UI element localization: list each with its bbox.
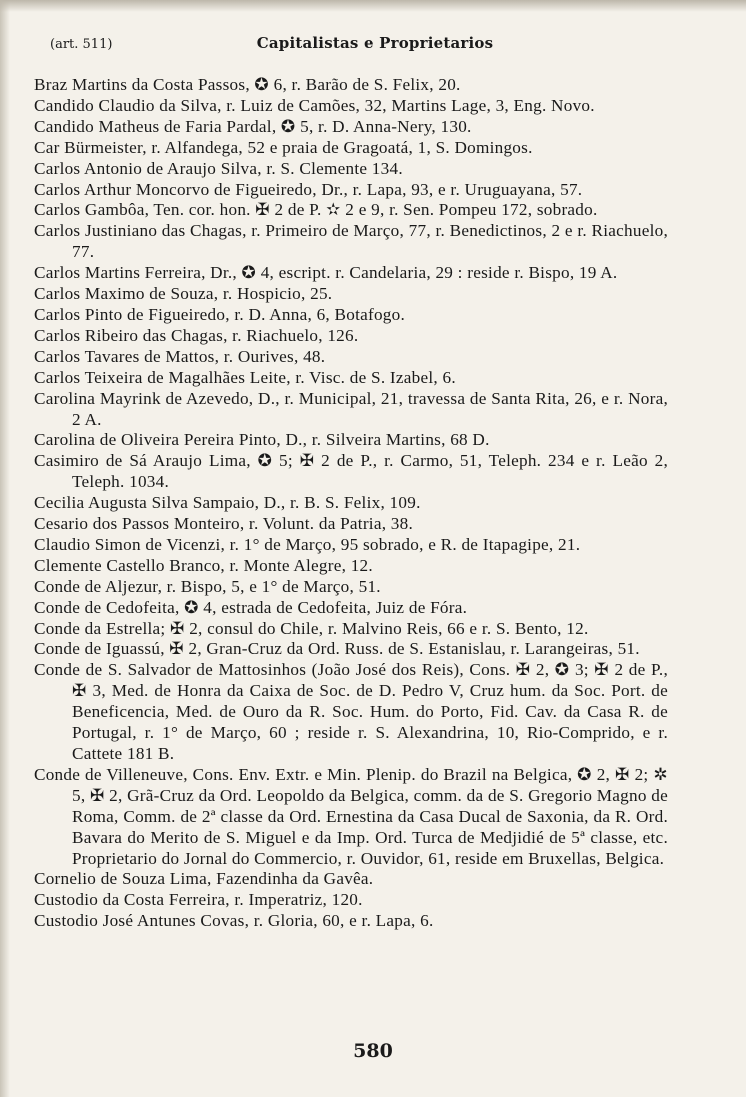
- list-item: Casimiro de Sá Araujo Lima, ✪ 5; ✠ 2 de P., r. Carmo, 51, Teleph. 234 e r. Leão 2, Teleph. 1034.: [34, 451, 668, 492]
- page-header: [30, 34, 720, 58]
- list-item: Cecilia Augusta Silva Sampaio, D., r. B. S. Felix, 109.: [34, 493, 421, 513]
- list-item: Carlos Ribeiro das Chagas, r. Riachuelo, 126.: [34, 325, 359, 345]
- list-item: Carlos Pinto de Figueiredo, r. D. Anna, 6, Botafogo.: [34, 304, 406, 324]
- list-item: Conde de Aljezur, r. Bispo, 5, e 1° de Março, 51.: [34, 576, 381, 596]
- list-item: Custodio José Antunes Covas, r. Gloria, 60, e r. Lapa, 6.: [34, 911, 434, 931]
- list-item: Carlos Maximo de Souza, r. Hospicio, 25.: [34, 284, 333, 304]
- list-item: Conde de Cedofeita, ✪ 4, estrada de Cedofeita, Juiz de Fóra.: [34, 597, 468, 617]
- page-number: 580: [353, 1040, 393, 1062]
- list-item: Carolina de Oliveira Pereira Pinto, D., r. Silveira Martins, 68 D.: [34, 430, 490, 450]
- list-item: Clemente Castello Branco, r. Monte Alegre, 12.: [34, 555, 373, 575]
- list-item: Carolina Mayrink de Azevedo, D., r. Municipal, 21, travessa de Santa Rita, 26, e r. Nora, 2 A.: [34, 388, 668, 429]
- list-item: Conde de Villeneuve, Cons. Env. Extr. e Min. Plenip. do Brazil na Belgica, ✪ 2, ✠ 2; ✲ 5, ✠ 2, Grã-Cruz da Ord. Leopoldo da Belgica, comm. da de S. Gregorio Magno de Roma, Comm. de 2ª classe da Ord. Ernestina da Casa Ducal de Saxonia, da R. Ord. Bavara do Merito de S. Miguel e da Imp. Ord. Turca de Medjidié de 5ª classe, etc. Proprietario do Jornal do Commercio, r. Ouvidor, 61, reside em Bruxellas, Belgica.: [34, 764, 668, 868]
- list-item: Conde de S. Salvador de Mattosinhos (João José dos Reis), Cons. ✠ 2, ✪ 3; ✠ 2 de P., ✠ 3, Med. de Honra da Caixa de Soc. de D. Pedro V, Cruz hum. da Soc. Port. de Beneficencia, Med. de Ouro da R. Soc. Hum. do Porto, Fid. Cav. da Casa R. de Portugal, r. 1° de Março, 60 ; reside r. S. Alexandrina, 10, Rio-Comprido, e r. Cattete 181 B.: [34, 660, 668, 763]
- list-item: Carlos Teixeira de Magalhães Leite, r. Visc. de S. Izabel, 6.: [34, 367, 456, 387]
- section-title: Capitalistas e Proprietarios: [256, 34, 494, 52]
- list-item: Car Bürmeister, r. Alfandega, 52 e praia de Gragoatá, 1, S. Domingos.: [34, 137, 533, 157]
- list-item: Custodio da Costa Ferreira, r. Imperatriz, 120.: [34, 890, 363, 910]
- list-item: Claudio Simon de Vicenzi, r. 1° de Março, 95 sobrado, e R. de Itapagipe, 21.: [34, 534, 581, 554]
- list-item: Candido Matheus de Faria Pardal, ✪ 5, r. D. Anna-Nery, 130.: [34, 116, 472, 136]
- list-item: Carlos Martins Ferreira, Dr., ✪ 4, escript. r. Candelaria, 29 : reside r. Bispo, 19 A.: [34, 263, 618, 283]
- list-item: Conde de Iguassú, ✠ 2, Gran-Cruz da Ord. Russ. de S. Estanislau, r. Larangeiras, 51.: [34, 639, 640, 659]
- list-item: Candido Claudio da Silva, r. Luiz de Camões, 32, Martins Lage, 3, Eng. Novo.: [34, 95, 595, 115]
- list-item: Cesario dos Passos Monteiro, r. Volunt. da Patria, 38.: [34, 514, 414, 534]
- list-item: Carlos Antonio de Araujo Silva, r. S. Clemente 134.: [34, 158, 403, 178]
- article-reference: (art. 511): [50, 37, 113, 52]
- entry-list: [34, 75, 668, 932]
- list-item: Cornelio de Souza Lima, Fazendinha da Gavêa.: [34, 869, 374, 889]
- list-item: Carlos Justiniano das Chagas, r. Primeiro de Março, 77, r. Benedictinos, 2 e r. Riachuelo, 77.: [34, 221, 668, 262]
- page-top-shadow: [0, 0, 746, 12]
- page-edge-shadow: [0, 0, 10, 1097]
- list-item: Conde da Estrella; ✠ 2, consul do Chile, r. Malvino Reis, 66 e r. S. Bento, 12.: [34, 618, 589, 638]
- list-item: Carlos Gambôa, Ten. cor. hon. ✠ 2 de P. ✫ 2 e 9, r. Sen. Pompeu 172, sobrado.: [34, 200, 598, 220]
- list-item: Carlos Arthur Moncorvo de Figueiredo, Dr., r. Lapa, 93, e r. Uruguayana, 57.: [34, 179, 583, 199]
- list-item: Braz Martins da Costa Passos, ✪ 6, r. Barão de S. Felix, 20.: [34, 75, 461, 94]
- list-item: Carlos Tavares de Mattos, r. Ourives, 48.: [34, 346, 326, 366]
